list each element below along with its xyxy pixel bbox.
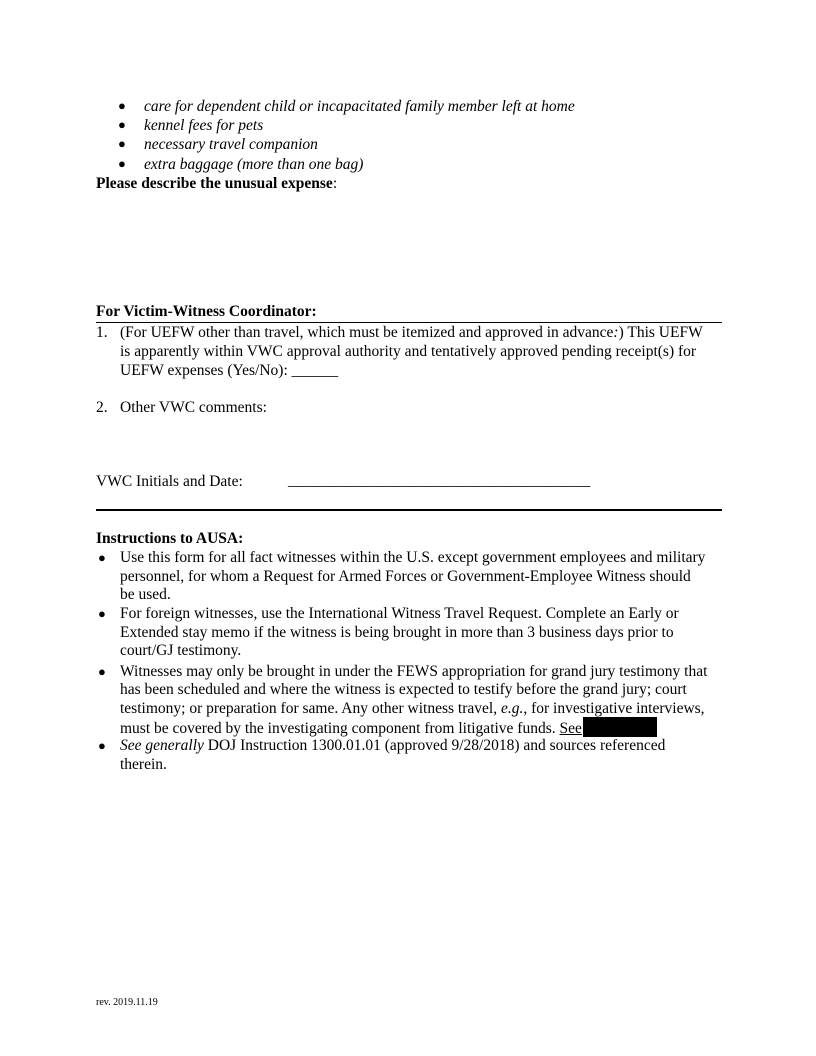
bullet-icon: ● xyxy=(98,550,106,565)
bullet-icon: ● xyxy=(98,738,106,753)
ausa-instruction-line: be used. xyxy=(120,586,171,603)
redaction-block xyxy=(583,717,657,737)
ausa-instruction-line: must be covered by the investigating component from litigative funds. See xyxy=(120,717,657,738)
vwc-item-number: 1. xyxy=(96,324,108,341)
vwc-item-1-line: (For UEFW other than travel, which must be itemized and approved in advance:) This UEFW xyxy=(120,324,703,341)
ausa-instruction-line: See generally DOJ Instruction 1300.01.01 (approved 9/28/2018) and sources referenced xyxy=(120,737,666,754)
vwc-item-number: 2. xyxy=(96,399,108,416)
bullet-icon: ● xyxy=(118,156,126,171)
bullet-icon: ● xyxy=(118,117,126,132)
expense-example: kennel fees for pets xyxy=(144,117,264,134)
expense-example: extra baggage (more than one bag) xyxy=(144,156,364,173)
expense-example: necessary travel companion xyxy=(144,136,318,153)
bullet-icon: ● xyxy=(118,136,126,151)
see-reference-link[interactable]: See xyxy=(559,720,582,737)
bullet-icon: ● xyxy=(118,98,126,113)
ausa-heading: Instructions to AUSA: xyxy=(96,530,244,547)
vwc-item-1-line: UEFW expenses (Yes/No): ______ xyxy=(120,362,339,379)
section-divider xyxy=(96,509,722,511)
bullet-icon: ● xyxy=(98,664,106,679)
ausa-instruction-line: For foreign witnesses, use the International Witness Travel Request. Complete an Early or xyxy=(120,605,679,622)
revision-footer: rev. 2019.11.19 xyxy=(96,997,158,1008)
ausa-instruction-line: personnel, for whom a Request for Armed Forces or Government-Employee Witness should xyxy=(120,568,691,585)
ausa-instruction-line: Extended stay memo if the witness is being brought in more than 3 business days prior to xyxy=(120,624,674,641)
ausa-instruction-line: therein. xyxy=(120,756,167,773)
vwc-heading: For Victim-Witness Coordinator: xyxy=(96,303,317,320)
ausa-instruction-line: testimony; or preparation for same. Any other witness travel, e.g., for investigative interviews, xyxy=(120,700,705,717)
expense-example: care for dependent child or incapacitated family member left at home xyxy=(144,98,575,115)
vwc-item-1-line: is apparently within VWC approval authority and tentatively approved pending receipt(s) for xyxy=(120,343,697,360)
ausa-instruction-line: Use this form for all fact witnesses within the U.S. except government employees and military xyxy=(120,549,706,566)
vwc-comments-label: Other VWC comments: xyxy=(120,399,267,416)
ausa-instruction-line: court/GJ testimony. xyxy=(120,642,242,659)
describe-expense-label: Please describe the unusual expense: xyxy=(96,175,338,192)
bullet-icon: ● xyxy=(98,606,106,621)
vwc-initials-field[interactable]: _______________________________________ xyxy=(288,472,591,489)
ausa-instruction-line: has been scheduled and where the witness is expected to testify before the grand jury; court xyxy=(120,681,687,698)
vwc-initials-label: VWC Initials and Date: xyxy=(96,473,243,490)
ausa-instruction-line: Witnesses may only be brought in under the FEWS appropriation for grand jury testimony that xyxy=(120,663,708,680)
